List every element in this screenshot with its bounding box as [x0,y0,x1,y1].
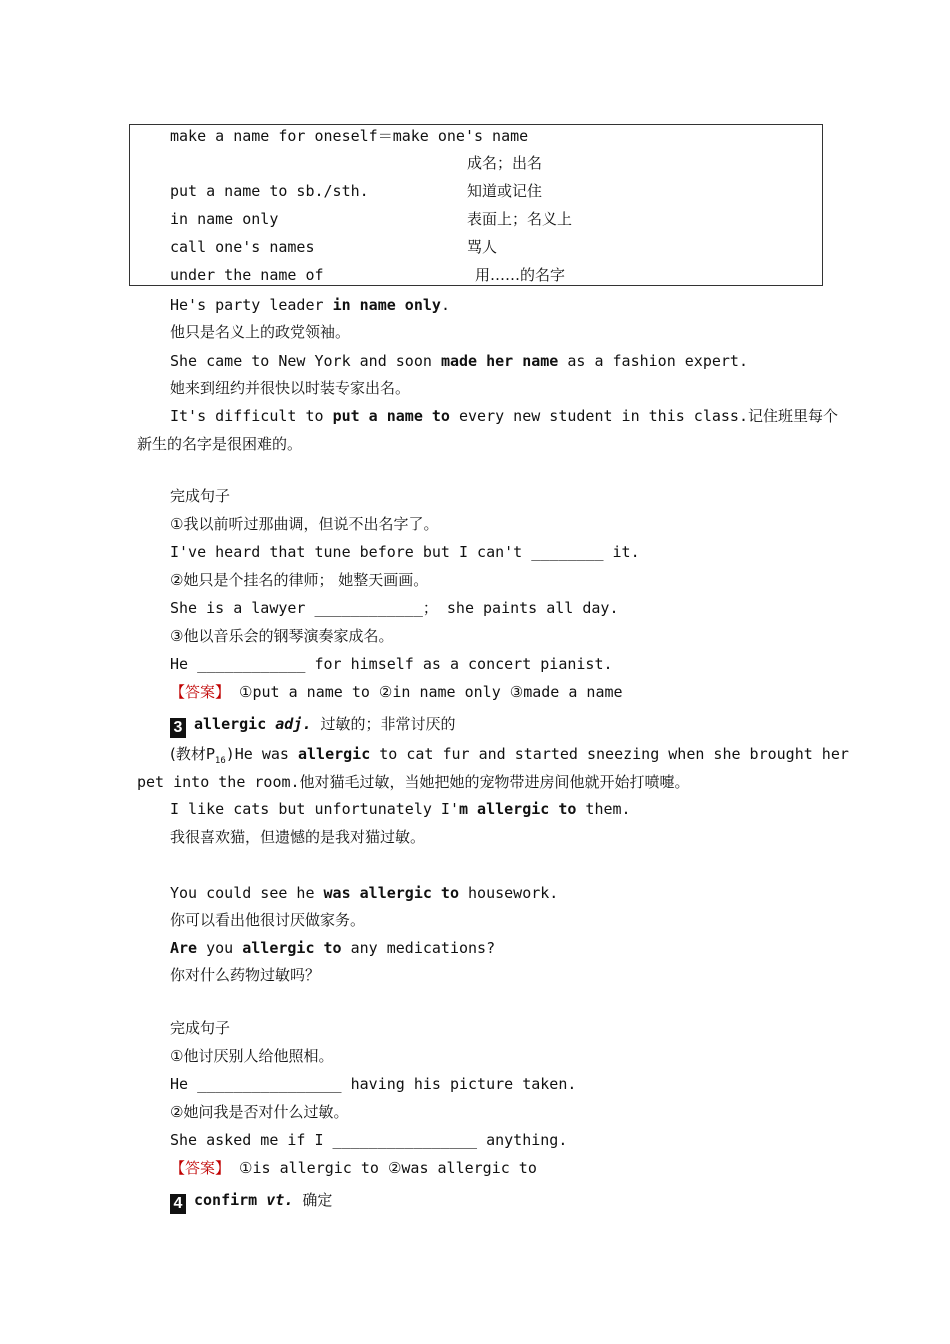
example-translation: 她来到纽约并很快以时装专家出名。 [170,379,411,397]
exercise-question-en: He ____________ for himself as a concert pianist. [170,655,613,673]
example-sentence: It's difficult to put a name to every new student in this class.记住班里每个 [170,407,838,425]
example-translation: 你可以看出他很讨厌做家务。 [170,911,366,929]
phrase-row-4-cn: 表面上；名义上 [467,210,573,228]
phrase-row-4-en: in name only [170,210,279,228]
vocab-entry-confirm: 4 confirm vt. 确定 [170,1190,332,1214]
exercise-question-en: I've heard that tune before but I can't ________ it. [170,543,640,561]
example-sentence: She came to New York and soon made her name as a fashion expert. [170,352,748,370]
exercise-heading: 完成句子 [170,487,231,505]
example-translation: 你对什么药物过敏吗？ [170,966,321,984]
example-translation: pet into the room.他对猫毛过敏，当她把她的宠物带进房间他就开始打喷嚏。 [137,773,690,791]
exercise-question-cn: ②她只是个挂名的律师； 她整天画画。 [170,571,429,589]
example-sentence: (教材$P_{16})He$ was allergic to cat fur and started sneezing when she brought her [170,745,849,766]
exercise-question-cn: ②她问我是否对什么过敏。 [170,1103,349,1121]
example-translation: 我很喜欢猫，但遗憾的是我对猫过敏。 [170,828,426,846]
answer-line: 【答案】 ①put a name to ②in name only ③made a name [170,683,623,701]
example-sentence: He's party leader in name only. [170,296,450,314]
vocab-entry-allergic: 3 allergic adj. 过敏的；非常讨厌的 [170,714,455,738]
exercise-question-en: She asked me if I ________________ anything. [170,1131,568,1149]
item-number-badge: 4 [170,1194,186,1214]
exercise-question-cn: ③他以音乐会的钢琴演奏家成名。 [170,627,394,645]
phrase-row-3-en: put a name to sb./sth. [170,182,369,200]
exercise-question-en: She is a lawyer ____________； she paints all day. [170,599,619,617]
exercise-heading: 完成句子 [170,1019,231,1037]
phrase-row-6-cn: 用……的名字 [475,266,566,284]
exercise-question-en: He ________________ having his picture taken. [170,1075,577,1093]
item-number-badge: 3 [170,718,186,738]
phrase-table [129,124,823,286]
answer-tag: 【答案】 [170,1159,231,1177]
answer-line: 【答案】 ①is allergic to ②was allergic to [170,1159,537,1177]
phrase-row-1-en: make a name for oneself＝make one's name [170,127,529,145]
phrase-row-5-en: call one's names [170,238,315,256]
exercise-question-cn: ①我以前听过那曲调，但说不出名字了。 [170,515,439,533]
exercise-question-cn: ①他讨厌别人给他照相。 [170,1047,334,1065]
phrase-row-2-cn: 成名；出名 [467,154,543,172]
example-sentence: I like cats but unfortunately I'm allergic to them. [170,800,631,818]
phrase-row-3-cn: 知道或记住 [467,182,543,200]
phrase-row-5-cn: 骂人 [467,238,498,256]
example-translation: 他只是名义上的政党领袖。 [170,323,351,341]
answer-tag: 【答案】 [170,683,231,701]
phrase-row-6-en: under the name of [170,266,324,284]
example-translation: 新生的名字是很困难的。 [137,435,303,453]
example-sentence: Are you allergic to any medications? [170,939,496,957]
example-sentence: You could see he was allergic to housework. [170,884,559,902]
